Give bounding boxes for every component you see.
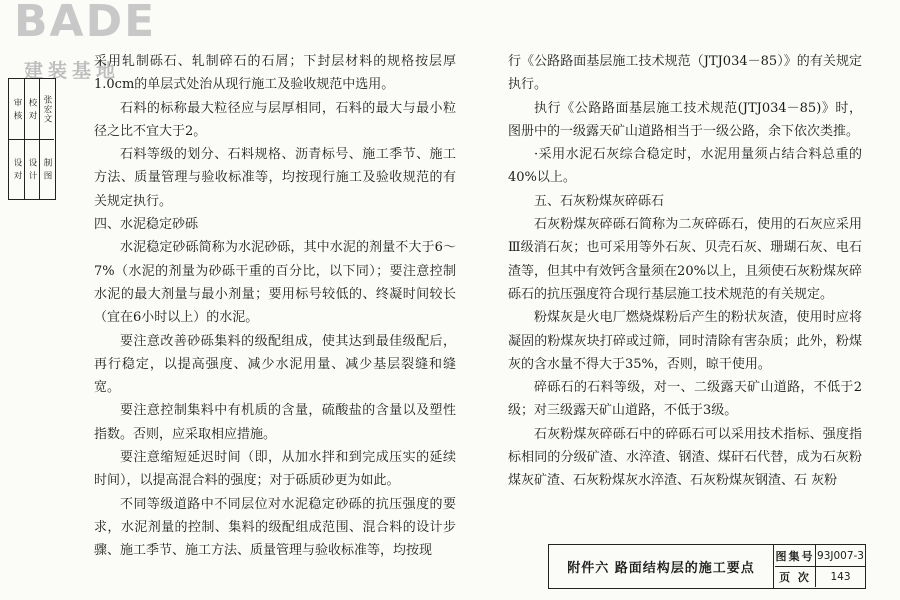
strip-cell: 审 核 xyxy=(9,79,24,140)
paragraph: 石灰粉煤灰碎砾石中的碎砾石可以采用技术指标、强度指标相同的分级矿渣、水淬渣、钢渣、煤矸石代替，成为石灰粉煤灰矿渣、石灰粉煤灰水淬渣、石灰粉煤灰钢渣、石 灰粉 xyxy=(508,426,862,489)
paragraph: 要注意改善砂砾集料的级配组成，使其达到最佳级配后，再行稳定，以提高强度、减少水泥用量、减少基层裂缝和缝宽。 xyxy=(94,333,456,396)
strip-cell: 制 图 xyxy=(42,157,52,181)
binding-strip xyxy=(8,78,56,200)
paragraph: 要注意缩短延迟时间（即，从加水拌和到完成压实的延续时间），以提高混合料的强度；对于砾质砂更为如此。 xyxy=(94,450,456,489)
paragraph: 石料的标称最大粒径应与层厚相同，石料的最大与最小粒径之比不宜大于2。 xyxy=(94,100,456,139)
strip-cell: 张宏文 xyxy=(39,79,54,140)
strip-column-1 xyxy=(9,79,25,199)
paragraph: 石料等级的划分、石料规格、沥青标号、施工季节、施工方法、质量管理与验收标准等，均按现行施工及验收规范的有关规定执行。 xyxy=(94,147,456,209)
paragraph: 石灰粉煤灰碎砾石简称为二灰碎砾石，使用的石灰应采用Ⅲ级消石灰；也可采用等外石灰、贝壳石灰、珊瑚石灰、电石渣等，但其中有效钙含量须在20%以上，且须使石灰粉煤灰碎砾石的抗压强度符合现行基层施工技术规范的有关规定。 xyxy=(508,217,862,302)
strip-column-2 xyxy=(24,79,40,199)
section-heading: 五、石灰粉煤灰碎砾石 xyxy=(534,193,665,209)
paragraph: 碎砾石的石料等级，对一、二级露天矿山道路，不低于2级；对三级露天矿山道路，不低于3级。 xyxy=(508,380,862,419)
left-text-column xyxy=(94,50,456,563)
page-label: 页 次 xyxy=(775,566,816,587)
strip-column-3 xyxy=(39,79,54,199)
watermark-brand: BADE xyxy=(14,0,157,47)
paragraph: 不同等级道路中不同层位对水泥稳定砂砾的抗压强度的要求，水泥剂量的控制、集料的级配组成范围、混合料的设计步骤、施工季节、施工方法、质量管理与验收标准等，均按现 xyxy=(94,496,456,559)
section-heading: 四、水泥稳定砂砾 xyxy=(94,217,199,233)
page-row xyxy=(775,566,865,587)
page-number: 143 xyxy=(830,570,851,583)
atlas-row xyxy=(775,545,865,567)
paragraph: 水泥稳定砂砾简称为水泥砂砾，其中水泥的剂量不大于6～7%（水泥的剂量为砂砾干重的百分比，以下同）；要注意控制水泥的最大剂量与最小剂量；要用标号较低的、终凝时间较长（宜在6小时以上）的水泥。 xyxy=(94,240,456,326)
paragraph: 采用轧制砾石、轧制碎石的石屑；下封层材料的规格按层厚1.0cm的单层式处治从现行施工及验收规范中选用。 xyxy=(94,54,456,93)
strip-cell: 设 对 xyxy=(12,157,22,181)
strip-cell: 校 对 xyxy=(24,79,39,140)
watermark-tagline: 建装基地 xyxy=(24,60,121,82)
paragraph: ·采用水泥石灰综合稳定时，水泥用量须占结合料总重的40%以上。 xyxy=(508,147,862,186)
right-text-column xyxy=(508,50,862,493)
atlas-label: 图集号 xyxy=(775,545,816,566)
paragraph: 要注意控制集料中有机质的含量，硫酸盐的含量以及塑性指数。否则，应采取相应措施。 xyxy=(94,403,456,442)
atlas-number: 93J007-3 xyxy=(817,549,864,562)
title-block xyxy=(548,544,866,589)
drawing-title: 附件六 路面结构层的施工要点 xyxy=(549,545,774,588)
paragraph: 粉煤灰是火电厂燃烧煤粉后产生的粉状灰渣，使用时应将凝固的粉煤灰块打碎或过筛，同时清除有害杂质；此外，粉煤灰的含水量不得大于35%，否则，晾干使用。 xyxy=(508,310,862,372)
strip-cell: 设 计 xyxy=(27,157,37,181)
paragraph: 行《公路路面基层施工技术规范（JTJ034－85）》的有关规定执行。 xyxy=(508,54,862,93)
paragraph: 执行《公路路面基层施工技术规范(JTJ034－85)》时，图册中的一级露天矿山道路相当于一级公路，余下依次类推。 xyxy=(508,100,862,139)
